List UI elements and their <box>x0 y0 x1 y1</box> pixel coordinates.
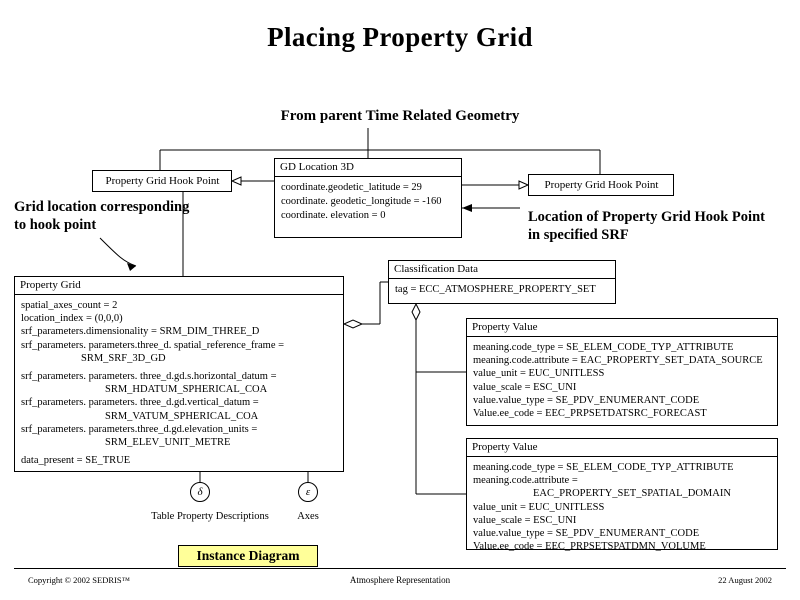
role-marker-epsilon: ε <box>298 482 318 502</box>
node-property-grid-hook-point-right[interactable] <box>528 174 674 196</box>
attribute-row: SRM_HDATUM_SPHERICAL_COA <box>105 384 268 396</box>
node-property-value-1[interactable] <box>466 318 778 426</box>
attribute-row: data_present = SE_TRUE <box>21 455 131 467</box>
node-attributes <box>275 177 461 227</box>
instance-diagram-badge: Instance Diagram <box>178 545 318 567</box>
node-title: Classification Data <box>394 263 479 275</box>
attribute-row: EAC_PROPERTY_SET_SPATIAL_DOMAIN <box>533 488 731 500</box>
attribute-row: location_index = (0,0,0) <box>21 313 123 325</box>
attribute-row: value.value_type = SE_PDV_ENUMERANT_CODE <box>473 528 700 540</box>
node-classification-data[interactable] <box>388 260 616 304</box>
node-property-grid-hook-point-left[interactable] <box>92 170 232 192</box>
attribute-row: SRM_SRF_3D_GD <box>81 352 166 364</box>
annotation-grid-location: Grid location corresponding to hook point <box>14 199 190 233</box>
node-attributes <box>15 295 343 471</box>
attribute-row: spatial_axes_count = 2 <box>21 300 118 311</box>
node-title: Property Value <box>472 441 538 453</box>
attribute-row: tag = ECC_ATMOSPHERE_PROPERTY_SET <box>395 284 596 295</box>
attribute-row: value_scale = ESC_UNI <box>473 514 577 526</box>
annotation-hook-point-location: Location of Property Grid Hook Point in specified SRF <box>528 209 765 243</box>
footer-copyright: Copyright © 2002 SEDRIS™ <box>28 575 130 585</box>
node-title: Property Grid Hook Point <box>544 179 659 191</box>
attribute-row: meaning.code_type = SE_ELEM_CODE_TYP_ATTRIBUTE <box>473 462 734 473</box>
node-attributes <box>389 279 615 300</box>
attribute-row: srf_parameters. parameters.three_d. spatial_reference_frame = <box>21 339 285 351</box>
attribute-row: meaning.code.attribute = EAC_PROPERTY_SET_DATA_SOURCE <box>473 355 763 367</box>
attribute-row: SRM_ELEV_UNIT_METRE <box>105 437 231 449</box>
role-label-table-property-descriptions: Table Property Descriptions <box>151 511 269 522</box>
attribute-row: srf_parameters. parameters. three_d.gd.vertical_datum = <box>21 397 259 409</box>
diagram-subheading: From parent Time Related Geometry <box>280 108 520 124</box>
attribute-row: Value.ee_code = EEC_PRPSETDATSRC_FORECAST <box>473 408 707 420</box>
page-title: Placing Property Grid <box>267 22 533 52</box>
attribute-row: Value.ee_code = EEC_PRPSETSPATDMN_VOLUME <box>473 541 706 553</box>
attribute-row: meaning.code_type = SE_ELEM_CODE_TYP_ATTRIBUTE <box>473 342 734 353</box>
attribute-row: srf_parameters.dimensionality = SRM_DIM_THREE_D <box>21 326 260 338</box>
node-gd-location-3d[interactable] <box>274 158 462 238</box>
footer-date: 22 August 2002 <box>718 575 772 585</box>
attribute-row: value_scale = ESC_UNI <box>473 381 577 393</box>
node-title: GD Location 3D <box>280 161 354 173</box>
node-title: Property Grid Hook Point <box>105 175 220 187</box>
role-marker-delta: δ <box>190 482 210 502</box>
node-title: Property Value <box>472 321 538 333</box>
attribute-row: coordinate. geodetic_longitude = -160 <box>281 196 442 207</box>
node-property-value-2[interactable] <box>466 438 778 553</box>
attribute-row: coordinate.geodetic_latitude = 29 <box>281 182 422 193</box>
attribute-row: value_unit = EUC_UNITLESS <box>473 501 605 513</box>
node-attributes <box>467 337 777 424</box>
attribute-row: srf_parameters. parameters. three_d.gd.s.horizontal_datum = <box>21 371 277 383</box>
node-title: Property Grid <box>20 279 81 291</box>
role-label-axes: Axes <box>297 511 319 522</box>
attribute-row: srf_parameters. parameters.three_d.gd.elevation_units = <box>21 423 258 435</box>
node-attributes <box>467 457 777 557</box>
attribute-row: meaning.code.attribute = <box>473 475 578 487</box>
attribute-row: value.value_type = SE_PDV_ENUMERANT_CODE <box>473 394 700 406</box>
attribute-row: SRM_VATUM_SPHERICAL_COA <box>105 410 259 422</box>
footer-divider <box>14 568 786 569</box>
attribute-row: value_unit = EUC_UNITLESS <box>473 368 605 380</box>
footer-section-title: Atmosphere Representation <box>349 575 451 585</box>
attribute-row: coordinate. elevation = 0 <box>281 210 386 221</box>
node-property-grid[interactable] <box>14 276 344 472</box>
